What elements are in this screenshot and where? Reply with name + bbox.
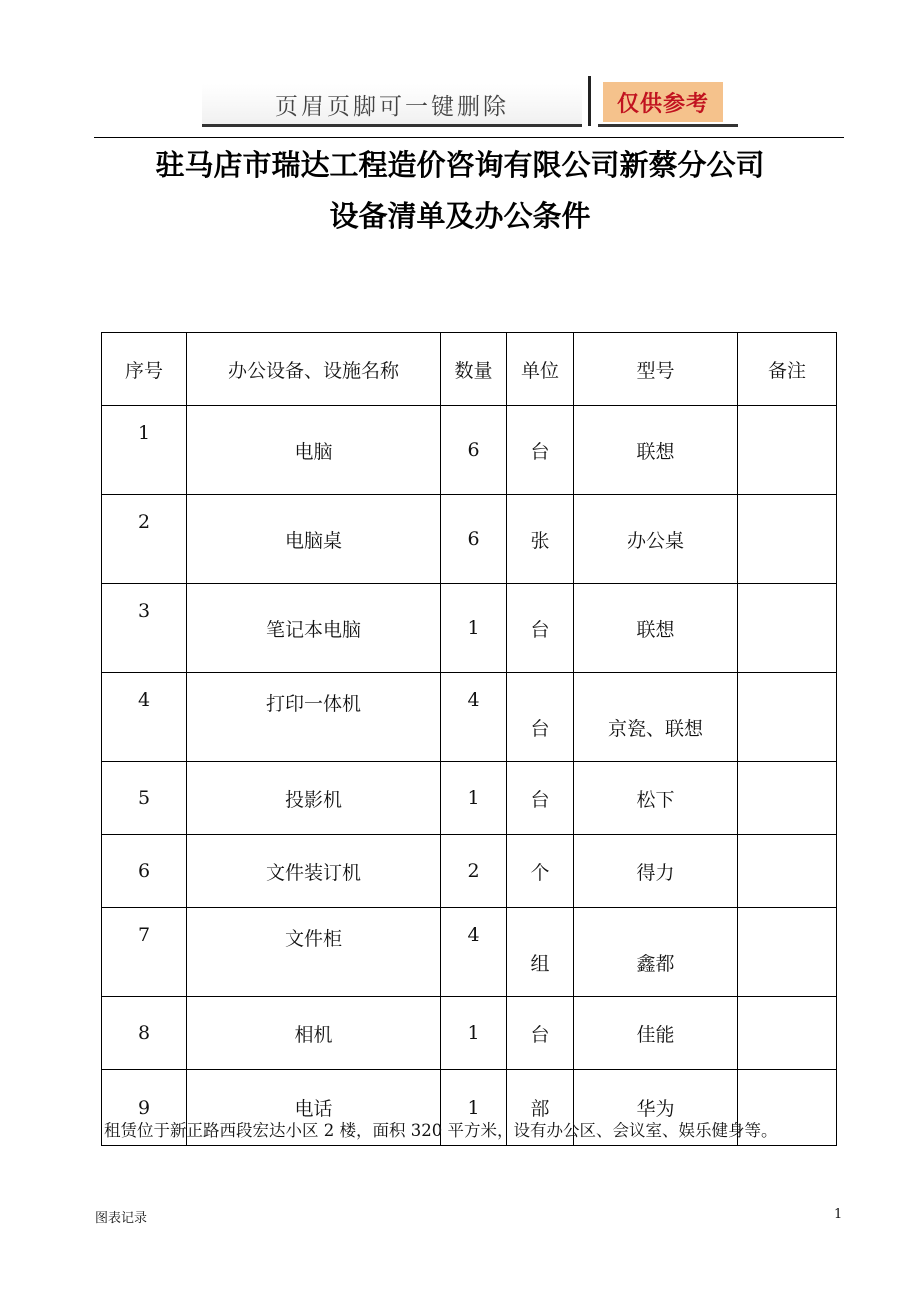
- cell-model: 华为: [574, 1070, 738, 1146]
- cell-unit: 部: [507, 1070, 574, 1146]
- cell-unit: [507, 908, 574, 997]
- cell-unit: 台: [507, 762, 574, 835]
- cell-qty: 1: [441, 584, 507, 673]
- banner-underline: [598, 124, 738, 127]
- header-banner-text: 页眉页脚可一键删除: [202, 84, 582, 127]
- column-header-qty: 数量: [441, 333, 507, 406]
- cell-name: 文件装订机: [187, 835, 441, 908]
- cell-remark: [738, 762, 837, 835]
- cell-model-text: 京瓷、联想: [607, 717, 703, 740]
- cell-qty: 6: [441, 406, 507, 495]
- cell-qty: 1: [441, 762, 507, 835]
- cell-name: 相机: [187, 997, 441, 1070]
- cell-remark: [738, 673, 837, 762]
- cell-unit: [507, 673, 574, 762]
- cell-remark: [738, 584, 837, 673]
- cell-qty: 2: [441, 835, 507, 908]
- page-number: 1: [834, 1207, 843, 1222]
- table-row: [102, 908, 837, 997]
- cell-model: 松下: [574, 762, 738, 835]
- document-title: 设备清单及办公条件: [329, 199, 591, 233]
- cell-name: 笔记本电脑: [187, 584, 441, 673]
- cell-no: 5: [102, 762, 187, 835]
- cell-name: 电脑: [187, 406, 441, 495]
- header-banner: [202, 76, 738, 128]
- cell-qty: 1: [441, 1070, 507, 1146]
- cell-unit: 台: [507, 997, 574, 1070]
- cell-model-text: 鑫都: [636, 952, 675, 975]
- cell-remark: [738, 495, 837, 584]
- cell-name: 打印一体机: [187, 673, 441, 762]
- cell-qty: 1: [441, 997, 507, 1070]
- cell-no: 4: [102, 673, 187, 762]
- equipment-table: [101, 332, 837, 1146]
- cell-name: 文件柜: [187, 908, 441, 997]
- cell-no: 6: [102, 835, 187, 908]
- cell-model: 佳能: [574, 997, 738, 1070]
- table-row: [102, 673, 837, 762]
- cell-no: 1: [102, 406, 187, 495]
- cell-name: 电脑桌: [187, 495, 441, 584]
- cell-remark: [738, 908, 837, 997]
- table-row: [102, 406, 837, 495]
- cell-qty: 4: [441, 908, 507, 997]
- cell-model: 联想: [574, 584, 738, 673]
- cell-qty: 4: [441, 673, 507, 762]
- footer-label: 图表记录: [95, 1211, 148, 1226]
- cell-model: 办公桌: [574, 495, 738, 584]
- column-header-unit: 单位: [507, 333, 574, 406]
- cell-unit: 台: [507, 406, 574, 495]
- banner-divider: [588, 76, 591, 126]
- cell-remark: [738, 835, 837, 908]
- cell-model: [574, 908, 738, 997]
- cell-no: 3: [102, 584, 187, 673]
- table-row: [102, 835, 837, 908]
- cell-no: 2: [102, 495, 187, 584]
- column-header-remark: 备注: [738, 333, 837, 406]
- column-header-model: 型号: [574, 333, 738, 406]
- cell-remark: [738, 997, 837, 1070]
- column-header-no: 序号: [102, 333, 187, 406]
- header-rule: [94, 137, 844, 138]
- company-title: 驻马店市瑞达工程造价咨询有限公司新蔡分公司: [155, 148, 765, 182]
- reference-only-stamp: 仅供参考: [603, 82, 723, 122]
- cell-model: [574, 673, 738, 762]
- table-row: [102, 762, 837, 835]
- cell-no: 9: [102, 1070, 187, 1146]
- cell-no: 8: [102, 997, 187, 1070]
- cell-name: 电话: [187, 1070, 441, 1146]
- cell-unit: 个: [507, 835, 574, 908]
- cell-model: 得力: [574, 835, 738, 908]
- cell-qty: 6: [441, 495, 507, 584]
- cell-unit-text: 组: [530, 952, 550, 975]
- cell-no: 7: [102, 908, 187, 997]
- table-row: [102, 584, 837, 673]
- cell-unit: 张: [507, 495, 574, 584]
- office-conditions-note: 租赁位于新正路西段宏达小区 2 楼，面积 320 平方米，设有办公区、会议室、娱乐健身等。: [104, 1121, 778, 1140]
- cell-name: 投影机: [187, 762, 441, 835]
- cell-remark: [738, 406, 837, 495]
- table-row: [102, 997, 837, 1070]
- column-header-name: 办公设备、设施名称: [187, 333, 441, 406]
- cell-model: 联想: [574, 406, 738, 495]
- table-row: [102, 495, 837, 584]
- cell-unit: 台: [507, 584, 574, 673]
- cell-unit-text: 台: [530, 717, 550, 740]
- table-header-row: [102, 333, 837, 406]
